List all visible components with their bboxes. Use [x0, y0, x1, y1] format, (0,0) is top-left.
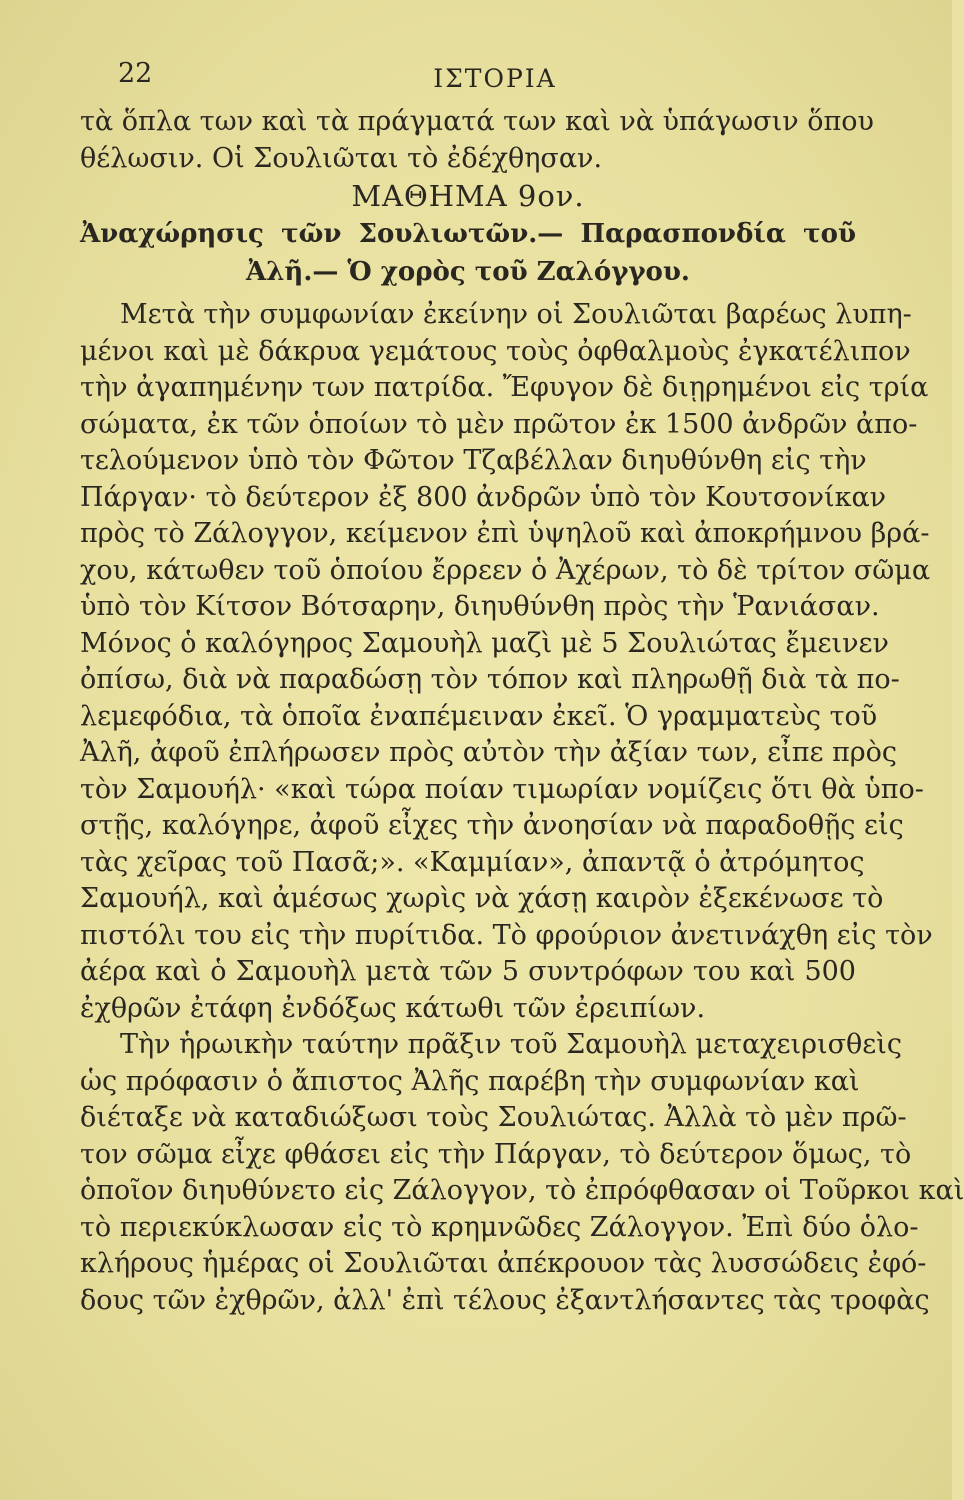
text-line: Ἀλῆ, ἀφοῦ ἐπλήρωσεν πρὸς αὐτὸν τὴν ἀξίαν των, εἶπε πρὸς	[80, 737, 898, 768]
text-line: τον σῶμα εἶχε φθάσει εἰς τὴν Πάργαν, τὸ δεύτερον ὅμως, τὸ	[80, 1138, 912, 1170]
text-line: πιστόλι του εἰς τὴν πυρίτιδα. Τὸ φρούριον ἀνετινάχθη εἰς τὸν	[80, 919, 933, 951]
text-line: τὸ περιεκύκλωσαν εἰς τὸ κρημνῶδες Ζάλογγον. Ἐπὶ δύο ὁλο-	[80, 1211, 919, 1243]
text-line: ὑπὸ τὸν Κίτσον Βότσαρην, διηυθύνθη πρὸς τὴν Ῥανιάσαν.	[80, 591, 880, 622]
text-line: ὁποῖον διηυθύνετο εἰς Ζάλογγον, τὸ ἐπρόφθασαν οἱ Τοῦρκοι καὶ	[80, 1175, 964, 1206]
text-line: Μετὰ τὴν συμφωνίαν ἐκείνην οἱ Σουλιῶται βαρέως λυπη-	[120, 299, 912, 330]
text-line: τὸν Σαμουήλ· «καὶ τώρα ποίαν τιμωρίαν νομίζεις ὅτι θὰ ὑπο-	[80, 773, 924, 805]
lesson-subheading-line: Ἀναχώρησις τῶν Σουλιωτῶν.— Παρασπονδία τοῦ	[80, 219, 856, 249]
text-line: σώματα, ἐκ τῶν ὁποίων τὸ μὲν πρῶτον ἐκ 1500 ἀνδρῶν ἀπο-	[80, 408, 918, 440]
text-line: τελούμενον ὑπὸ τὸν Φῶτον Τζαβέλλαν διηυθύνθη εἰς τὴν	[80, 445, 867, 476]
text-line: Τὴν ἡρωικὴν ταύτην πρᾶξιν τοῦ Σαμουὴλ μεταχειρισθεὶς	[120, 1029, 902, 1060]
running-header	[118, 58, 872, 98]
lesson-subheading-line: Ἀλῆ.— Ὁ χορὸς τοῦ Ζαλόγγου.	[246, 257, 690, 287]
text-line: τὰς χεῖρας τοῦ Πασᾶ;». «Καμμίαν», ἀπαντᾷ ὁ ἀτρόμητος	[80, 846, 865, 878]
text-line: μένοι καὶ μὲ δάκρυα γεμάτους τοὺς ὀφθαλμοὺς ἐγκατέλιπον	[80, 335, 911, 367]
paragraph	[80, 297, 933, 1027]
paragraph	[80, 1027, 964, 1319]
lesson-heading: ΜΑΘΗΜΑ 9ον.	[351, 179, 585, 213]
running-title: ΙΣΤΟΡΙΑ	[433, 64, 557, 93]
text-line: πρὸς τὸ Ζάλογγον, κείμενον ἐπὶ ὑψηλοῦ καὶ ἀποκρήμνου βρά-	[80, 518, 930, 549]
text-line: δους τῶν ἐχθρῶν, ἀλλ' ἐπὶ τέλους ἐξαντλήσαντες τὰς τροφὰς	[80, 1284, 930, 1316]
text-line: ὡς πρόφασιν ὁ ἄπιστος Ἀλῆς παρέβη τὴν συμφωνίαν καὶ	[80, 1065, 860, 1097]
text-line: ὀπίσω, διὰ νὰ παραδώσῃ τὸν τόπον καὶ πληρωθῇ διὰ τὰ πο-	[80, 664, 900, 695]
text-line: λεμεφόδια, τὰ ὁποῖα ἐναπέμειναν ἐκεῖ. Ὁ γραμματεὺς τοῦ	[80, 700, 878, 732]
body-text	[80, 104, 964, 1319]
text-line: ἀέρα καὶ ὁ Σαμουὴλ μετὰ τῶν 5 συντρόφων του καὶ 500	[80, 956, 856, 987]
text-line: στῇς, καλόγηρε, ἀφοῦ εἶχες τὴν ἀνοησίαν νὰ παραδοθῇς εἰς	[80, 810, 904, 841]
text-line: Σαμουήλ, καὶ ἀμέσως χωρὶς νὰ χάσῃ καιρὸν ἐξεκένωσε τὸ	[80, 883, 884, 914]
text-line: διέταξε νὰ καταδιώξωσι τοὺς Σουλιώτας. Ἀλλὰ τὸ μὲν πρῶ-	[80, 1102, 907, 1133]
text-line: τὰ ὅπλα των καὶ τὰ πράγματά των καὶ νὰ ὑπάγωσιν ὅπου	[80, 106, 874, 137]
text-line: ἐχθρῶν ἐτάφη ἐνδόξως κάτωθι τῶν ἐρειπίων.	[80, 992, 706, 1024]
text-line: Μόνος ὁ καλόγηρος Σαμουὴλ μαζὶ μὲ 5 Σουλιώτας ἔμεινεν	[80, 627, 889, 659]
text-line: κλήρους ἡμέρας οἱ Σουλιῶται ἀπέκρουον τὰς λυσσώδεις ἐφό-	[80, 1248, 927, 1279]
text-line: Πάργαν· τὸ δεύτερον ἐξ 800 ἀνδρῶν ὑπὸ τὸν Κουτσονίκαν	[80, 481, 887, 513]
page-number: 22	[118, 58, 153, 89]
text-line: χου, κάτωθεν τοῦ ὁποίου ἔρρεεν ὁ Ἀχέρων, τὸ δὲ τρίτον σῶμα	[80, 554, 931, 586]
text-line: τὴν ἀγαπημένην των πατρίδα. Ἔφυγον δὲ διῃρημένοι εἰς τρία	[80, 372, 929, 403]
text-line: θέλωσιν. Οἱ Σουλιῶται τὸ ἐδέχθησαν.	[80, 142, 603, 174]
